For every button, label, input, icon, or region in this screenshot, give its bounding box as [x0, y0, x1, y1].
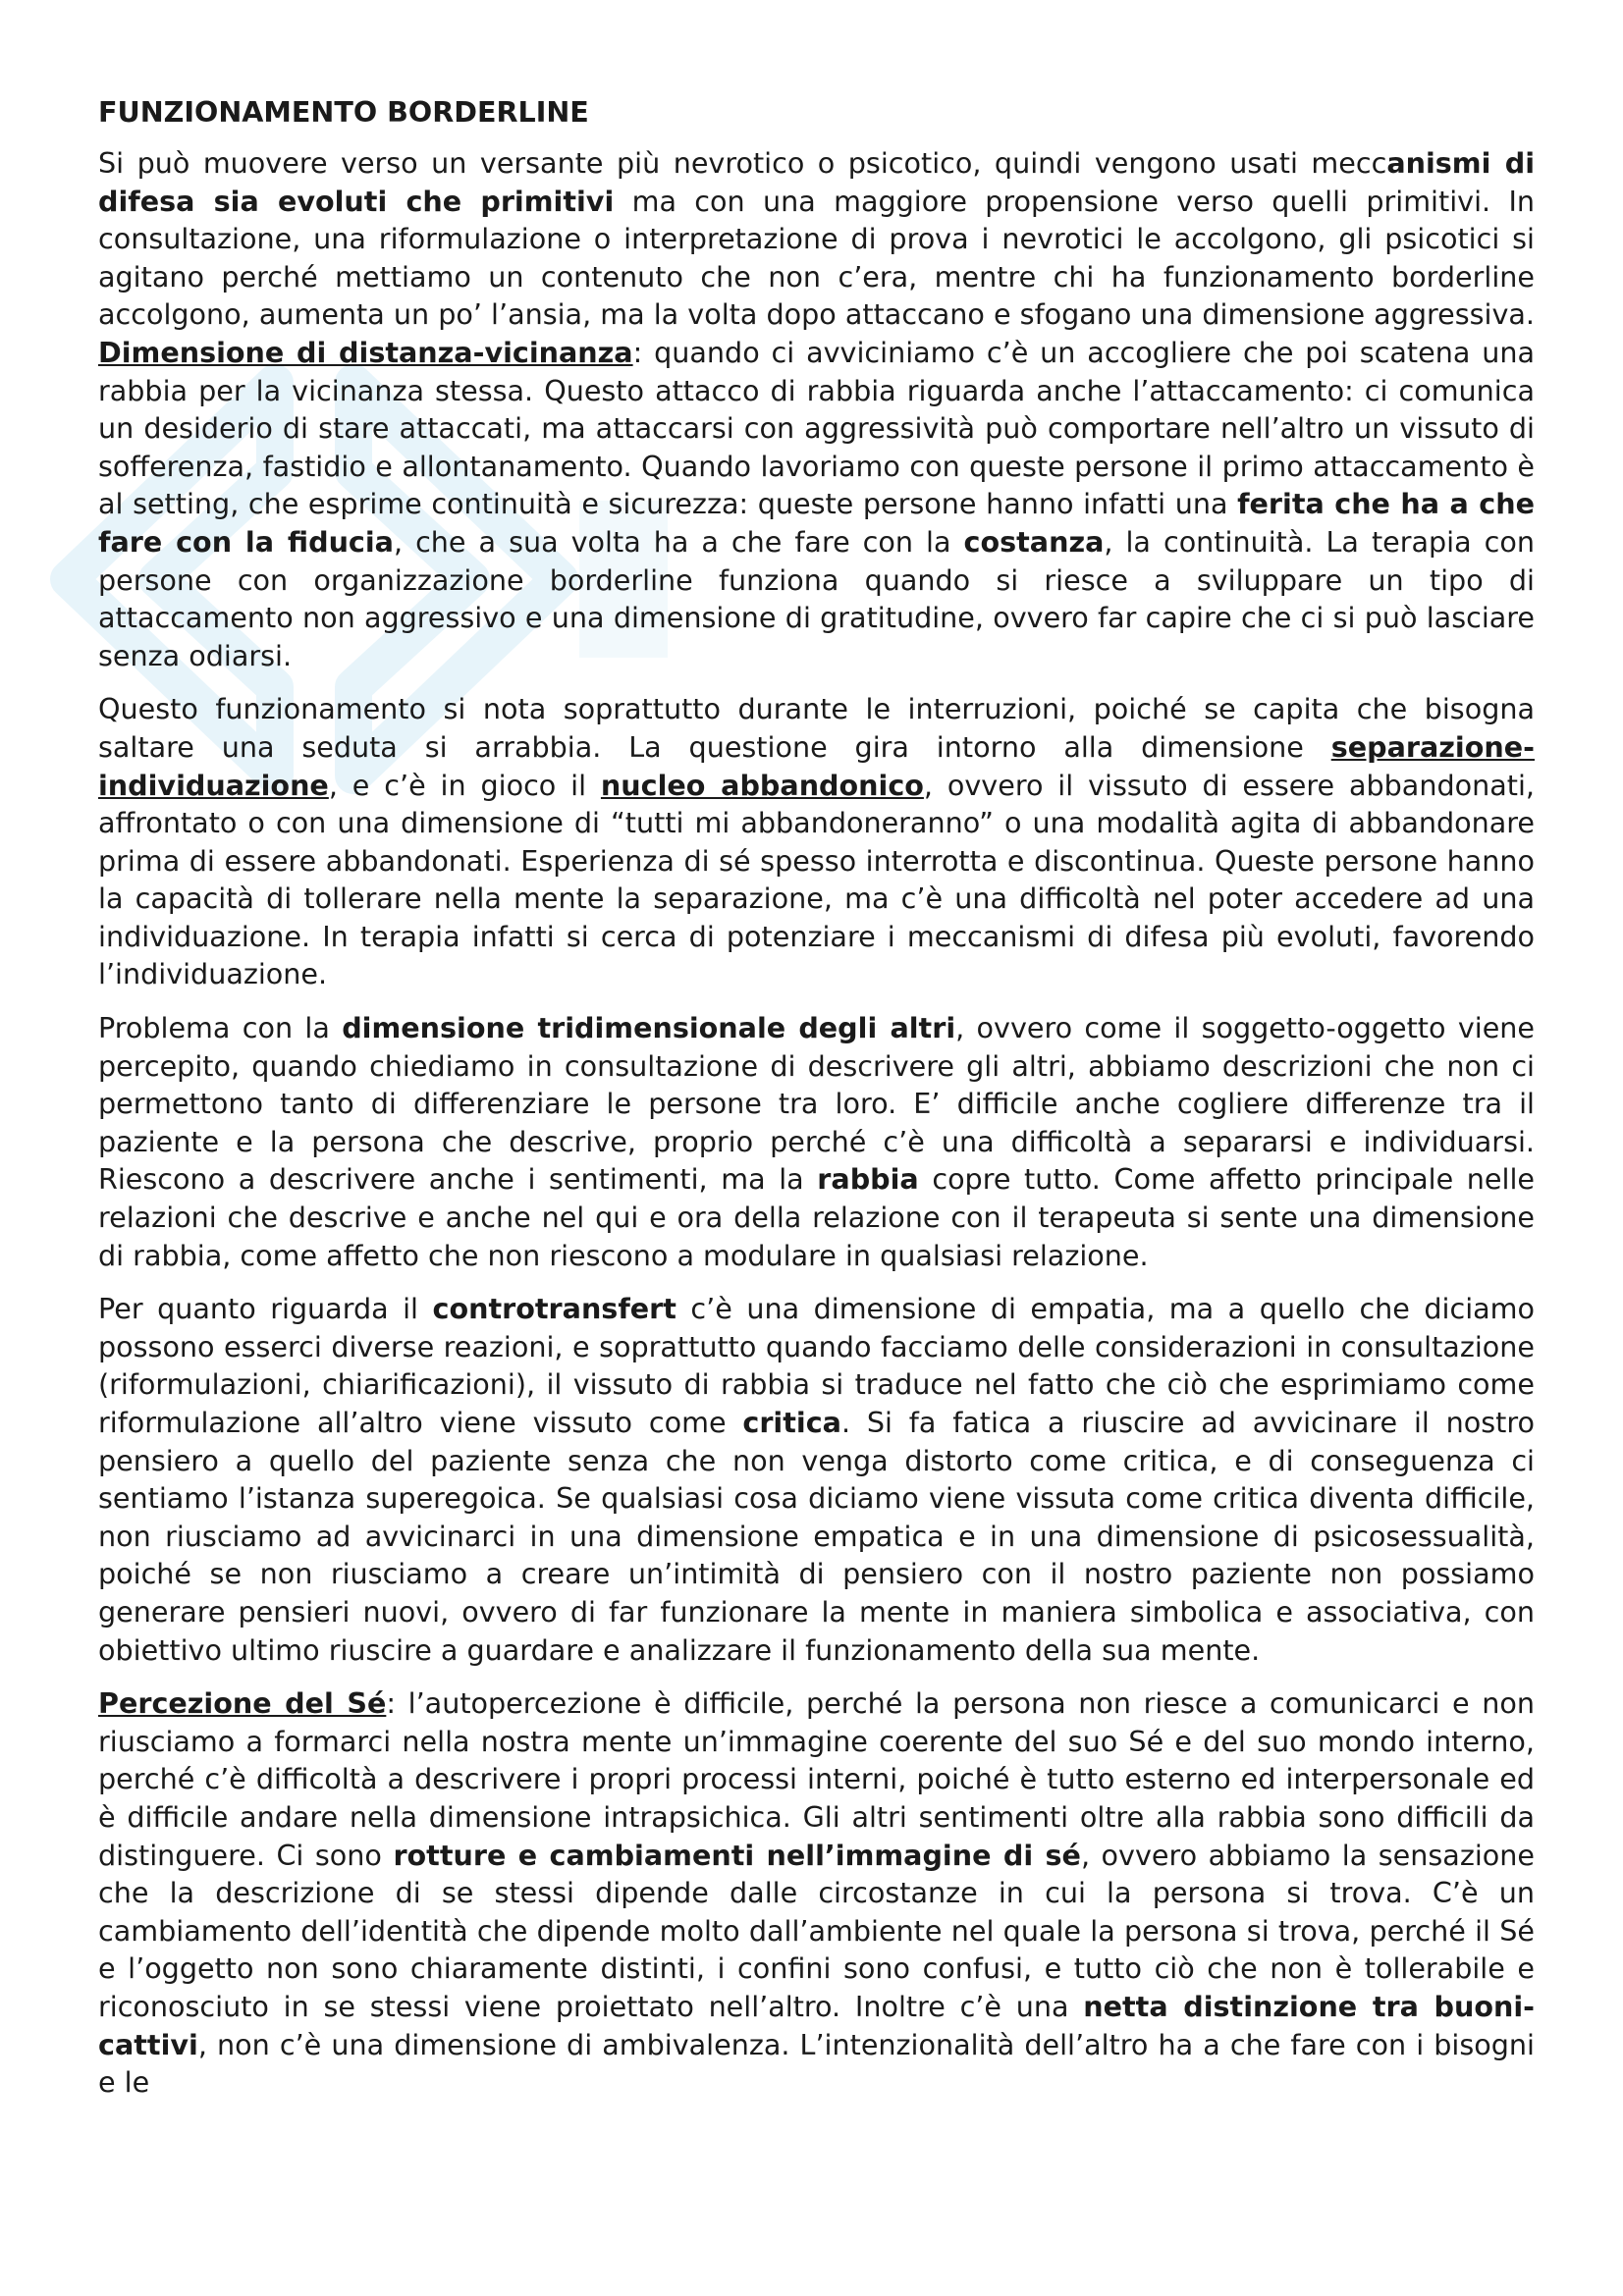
text-run: , la continuità. La terapia con persone con organizzazione borderline funziona quando si riesce a sviluppare un tipo di attaccamento non aggressivo e una dimensione di gratitudine, ovvero far capire che ci si può lasciare senza odiarsi. [98, 524, 1535, 672]
bold-text: anismi di difesa sia evoluti che primitivi [98, 146, 1535, 218]
text-run: , ovvero il vissuto di essere abbandonati, affrontato o con una dimensione di “tutti mi abbandoneranno” o una modalità agita di abbandonare prima di essere abbandonati. Esperienza di sé spesso interrotta e discontinua. Queste persone hanno la capacità di tollerare nella mente la separazione, ma c’è una difficoltà nel poter accedere ad una individuazione. In terapia infatti si cerca di potenziare i meccanismi di difesa più evoluti, favorendo l’individuazione. [98, 768, 1535, 991]
text-run: : l’autopercezione è difficile, perché la persona non riesce a comunicarci e non riusciamo a formarci nella nostra mente un’immagine coerente del suo Sé e del suo mondo interno, perché c’è difficoltà a descrivere i propri processi interni, poiché è tutto esterno ed interpersonale ed è difficile andare nella dimensione intrapsichica. Gli altri sentimenti oltre alla rabbia sono difficili da distinguere. Ci sono [98, 1686, 1535, 1872]
document-title: FUNZIONAMENTO BORDERLINE [98, 95, 589, 129]
text-run: , che a sua volta ha a che fare con la [393, 524, 964, 559]
text-run: , non c’è una dimensione di ambivalenza. L’intenzionalità dell’altro ha a che fare con i bisogni e le [98, 2027, 1535, 2100]
paragraph [98, 1684, 1535, 2102]
text-run: : quando ci avviciniamo c’è un accogliere che poi scatena una rabbia per la vicinanza stessa. Questo attacco di rabbia riguarda anche l’attaccamento: ci comunica un desiderio di stare attaccati, ma attaccarsi con aggressività può comportare nell’altro un vissuto di sofferenza, fastidio e allontanamento. Quando lavoriamo con queste persone il primo attaccamento è al setting, che esprime continuità e sicurezza: queste persone hanno infatti una [98, 335, 1535, 521]
document-page [98, 93, 1535, 2117]
paragraph [98, 1009, 1535, 1274]
bold-text: ferita che ha a che fare con la fiducia [98, 487, 1535, 559]
text-run: . Si fa fatica a riuscire ad avvicinare il nostro pensiero a quello del paziente senza che non venga distorto come critica, e di conseguenza ci sentiamo l’istanza superegoica. Se qualsiasi cosa diciamo viene vissuta come critica diventa difficile, non riusciamo ad avvicinarci in una dimensione empatica e in una dimensione di psicosessualità, poiché se non riusciamo a creare un’intimità di pensiero con il nostro paziente non possiamo generare pensieri nuovi, ovvero di far funzionare la mente in maniera simbolica e associativa, con obiettivo ultimo riuscire a guardare e analizzare il funzionamento della sua mente. [98, 1406, 1536, 1667]
text-run: , ovvero abbiamo la sensazione che la descrizione di se stessi dipende dalle circostanze in cui la persona si trova. C’è un cambiamento dell’identità che dipende molto dall’ambiente nel quale la persona si trova, perché il Sé e l’oggetto non sono chiaramente distinti, i confini sono confusi, e tutto ciò che non è tollerabile e riconosciuto in se stessi viene proiettato nell’altro. Inoltre c’è una [98, 1838, 1535, 2023]
bold-text: netta distinzione tra buoni-cattivi [98, 1989, 1535, 2061]
underlined-heading-text: Dimensione di distanza-vicinanza [98, 335, 633, 369]
text-run: c’è una dimensione di empatia, ma a quello che diciamo possono esserci diverse reazioni, e soprattutto quando facciamo delle considerazioni in consultazione (riformulazioni, chiarificazioni), il vissuto di rabbia si traduce nel fatto che ciò che esprimiamo come riformulazione all’altro viene vissuto come [98, 1292, 1536, 1439]
bold-text: dimensione tridimensionale degli altri [342, 1011, 956, 1045]
text-run: Questo funzionamento si nota soprattutto durante le interruzioni, poiché se capita che bisogna saltare una seduta si arrabbia. La questione gira intorno alla dimensione [98, 692, 1535, 764]
text-run: copre tutto. Come affetto principale nelle relazioni che descrive e anche nel qui e ora della relazione con il terapeuta si sente una dimensione di rabbia, come affetto che non riescono a modulare in qualsiasi relazione. [98, 1162, 1536, 1272]
paragraph [98, 144, 1535, 674]
bold-text: costanza [963, 524, 1105, 559]
text-run: Si può muovere verso un versante più nevrotico o psicotico, quindi vengono usati mecc [98, 146, 1387, 180]
underlined-heading-text: nucleo abbandonico [600, 768, 924, 802]
underlined-heading-text: Percezione del Sé [98, 1686, 387, 1721]
text-run: Per quanto riguarda il [98, 1292, 433, 1326]
bold-text: controtransfert [432, 1292, 676, 1326]
paragraph [98, 1290, 1535, 1669]
text-run: , ovvero come il soggetto-oggetto viene percepito, quando chiediamo in consultazione di descrivere gli altri, abbiamo descrizioni che non ci permettono tanto di differenziare le persone tra loro. E’ difficile anche cogliere differenze tra il paziente e la persona che descrive, proprio perché c’è una difficoltà a separarsi e individuarsi. Riescono a descrivere anche i sentimenti, ma la [98, 1011, 1536, 1197]
paragraph [98, 690, 1535, 993]
bold-text: rotture e cambiamenti nell’immagine di sé [393, 1838, 1081, 1872]
text-run: Problema con la [98, 1011, 343, 1045]
bold-text: critica [742, 1406, 841, 1439]
text-run: ma con una maggiore propensione verso quelli primitivi. In consultazione, una riformulazione o interpretazione di prova i nevrotici le accolgono, gli psicotici si agitano perché mettiamo un contenuto che non c’era, mentre chi ha funzionamento borderline accolgono, aumenta un po’ l’ansia, ma la volta dopo attaccano e sfogano una dimensione aggressiva. [98, 184, 1535, 332]
underlined-heading-text: separazione-individuazione [98, 729, 1535, 802]
text-run: , e c’è in gioco il [328, 768, 601, 802]
bold-text: rabbia [817, 1162, 919, 1197]
